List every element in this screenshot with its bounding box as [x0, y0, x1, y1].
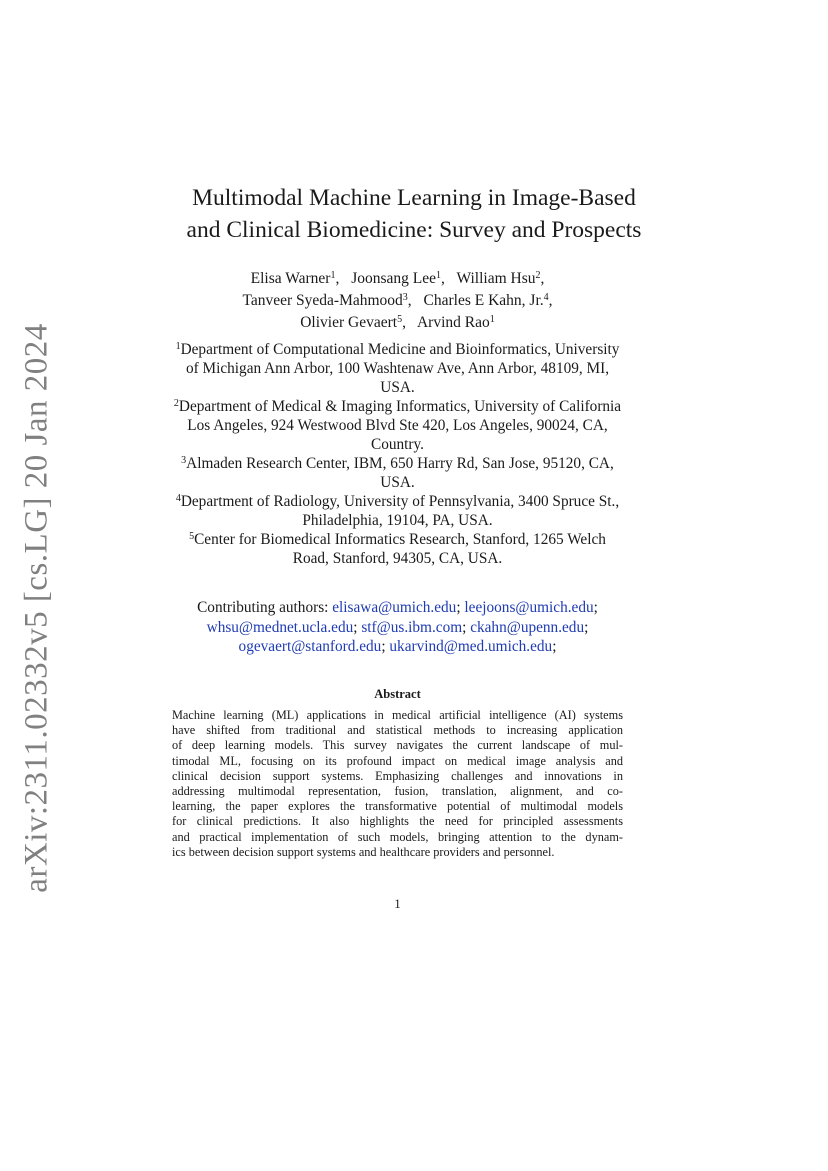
email-link[interactable]: stf@us.ibm.com: [361, 618, 463, 636]
abstract-line: learning, the paper explores the transformative potential of multimodal models: [172, 799, 623, 814]
author-name: Arvind Rao: [416, 314, 490, 331]
abstract-line: clinical decision support systems. Emphasizing challenges and innovations in: [172, 768, 623, 783]
affiliation-line: USA.: [380, 474, 415, 491]
abstract-heading: Abstract: [374, 687, 421, 701]
affiliation-line: Road, Stanford, 94305, CA, USA.: [292, 550, 503, 567]
abstract-line: ics between decision support systems and healthcare providers and personnel.: [172, 844, 555, 859]
contributing-label: Contributing authors:: [197, 599, 329, 616]
author-line-2: Tanveer Syeda-Mahmood$^3$, Charles E Kahn, Jr.$^4$,: [242, 292, 553, 309]
affiliation-line: Philadelphia, 19104, PA, USA.: [302, 512, 493, 529]
author-name: Elisa Warner: [250, 270, 331, 287]
author-name: Charles E Kahn, Jr.: [423, 292, 544, 309]
author-affiliation-mark: 3: [402, 292, 408, 303]
author-list: [0, 268, 795, 334]
author-affiliation-mark: 2: [535, 270, 541, 281]
affiliation-mark: 2: [173, 398, 179, 409]
abstract-line: have shifted from traditional and statistical methods to increasing application: [172, 723, 623, 738]
abstract-line: of deep learning models. This survey navigates the current landscape of mul-: [172, 738, 623, 753]
abstract-line: for clinical predictions. It also highlights the need for principled assessments: [172, 814, 623, 829]
affiliation-line: Department of Medical & Imaging Informatics, University of California: [178, 398, 622, 415]
affiliation-list: [150, 340, 645, 568]
affiliation-mark: 3: [181, 455, 187, 466]
author-name: Joonsang Lee: [351, 270, 436, 287]
affiliation-2: [150, 397, 645, 454]
email-link[interactable]: leejoons@umich.edu: [464, 599, 594, 616]
affiliation-line: Department of Computational Medicine and Bioinformatics, University: [180, 341, 620, 358]
email-link[interactable]: whsu@mednet.ucla.edu: [206, 618, 354, 636]
author-affiliation-mark: 1: [435, 270, 441, 281]
author-name: Tanveer Syeda-Mahmood: [242, 292, 403, 309]
affiliation-4: [150, 492, 645, 530]
page-number: 1: [394, 896, 401, 911]
affiliation-mark: 1: [175, 341, 181, 352]
abstract-body: [172, 708, 623, 860]
author-affiliation-mark: 5: [397, 314, 403, 325]
email-link[interactable]: elisawa@umich.edu: [332, 599, 457, 616]
affiliation-mark: 5: [189, 531, 195, 542]
email-link[interactable]: ogevaert@stanford.edu: [238, 638, 382, 655]
author-name: Olivier Gevaert: [300, 314, 398, 331]
affiliation-line: of Michigan Ann Arbor, 100 Washtenaw Ave, Ann Arbor, 48109, MI,: [185, 360, 610, 377]
paper-title: [0, 182, 828, 246]
title-line-2: and Clinical Biomedicine: Survey and Prospects: [186, 217, 642, 243]
author-affiliation-mark: 4: [543, 292, 549, 303]
author-affiliation-mark: 1: [489, 314, 495, 325]
author-line-1: Elisa Warner$^1$, Joonsang Lee$^1$, William Hsu$^2$,: [250, 270, 545, 287]
abstract-line: and practical implementation of such models, bringing attention to the dynam-: [172, 829, 623, 844]
affiliation-line: Almaden Research Center, IBM, 650 Harry Rd, San Jose, 95120, CA,: [186, 455, 614, 472]
affiliation-line: USA.: [380, 379, 415, 396]
affiliation-mark: 4: [175, 493, 181, 504]
author-line-3: Olivier Gevaert$^5$, Arvind Rao$^1$: [300, 314, 495, 331]
title-line-1: Multimodal Machine Learning in Image-Based: [192, 185, 636, 211]
affiliation-5: [150, 530, 645, 568]
author-name: William Hsu: [456, 270, 536, 287]
affiliation-line: Country.: [371, 436, 424, 453]
abstract-line: addressing multimodal representation, fusion, translation, alignment, and co-: [172, 784, 623, 799]
contributing-authors: Contributing authors: elisawa@umich.edu; leejoons@umich.edu; whsu@mednet.ucla.edu; stf@us.ibm.com; ckahn@upenn.edu; ogevaert@stanford.edu; ukarvind@med.umich.edu;: [197, 599, 598, 655]
arxiv-identifier: arXiv:2311.02332v5 [cs.LG] 20 Jan 2024: [18, 323, 55, 893]
abstract-line: Machine learning (ML) applications in medical artificial intelligence (AI) systems: [172, 708, 623, 722]
author-affiliation-mark: 1: [330, 270, 336, 281]
affiliation-line: Center for Biomedical Informatics Research, Stanford, 1265 Welch: [194, 531, 606, 548]
affiliation-line: Los Angeles, 924 Westwood Blvd Ste 420, Los Angeles, 90024, CA,: [187, 417, 608, 434]
email-link[interactable]: ckahn@upenn.edu: [470, 618, 585, 636]
affiliation-line: Department of Radiology, University of Pennsylvania, 3400 Spruce St.,: [180, 493, 620, 510]
email-link[interactable]: ukarvind@med.umich.edu: [389, 638, 553, 655]
abstract-line: timodal ML, focusing on its profound impact on medical image analysis and: [172, 753, 623, 768]
affiliation-1: [150, 340, 645, 397]
affiliation-3: [150, 454, 645, 492]
